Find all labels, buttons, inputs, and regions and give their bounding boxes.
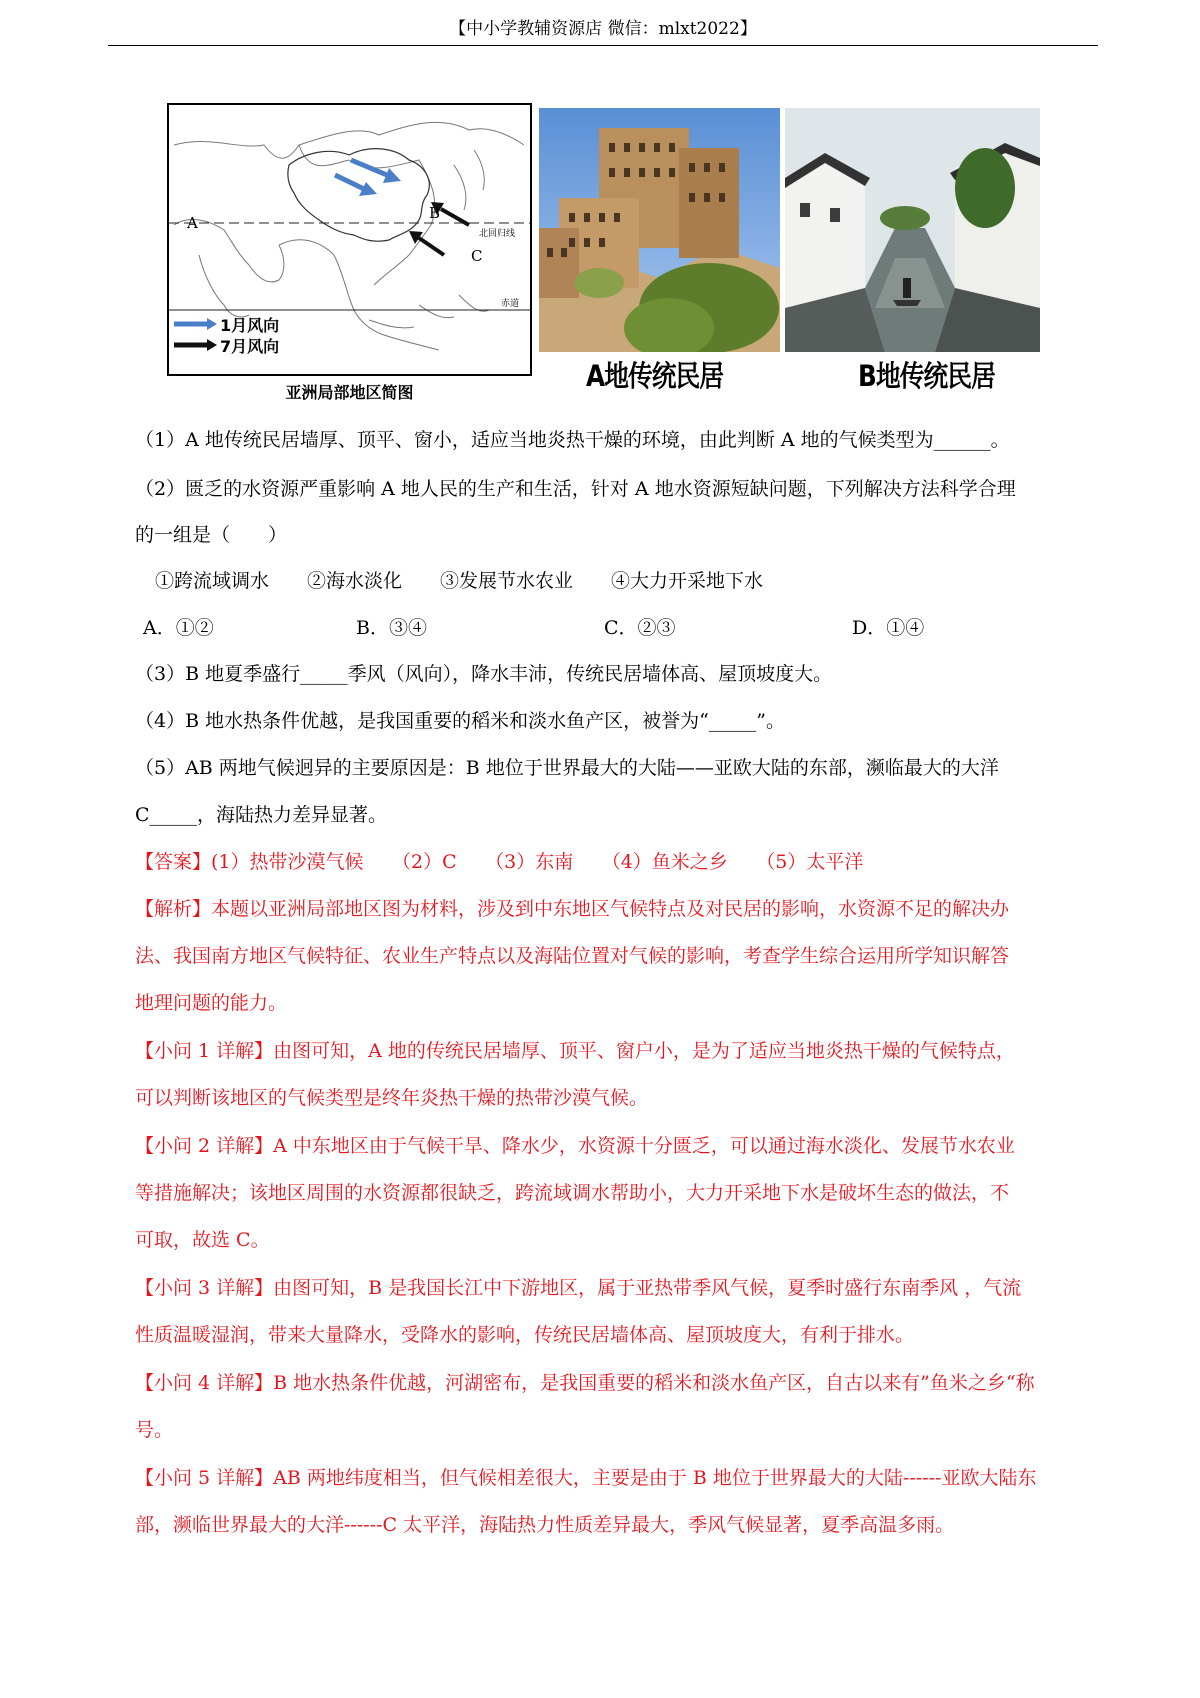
- tropic-label: 北回归线: [479, 229, 516, 239]
- map-label-b: B: [429, 204, 441, 222]
- legend-jul-label: 7月风向: [220, 337, 280, 356]
- question-3: （3）B 地夏季盛行_____季风（风向），降水丰沛，传统民居墙体高、屋顶坡度大。: [135, 663, 833, 685]
- option-a: A．①②: [143, 617, 214, 639]
- detail-3-line: 【小问 3 详解】由图可知，B 是我国长江中下游地区，属于亚热带季风气候，夏季时盛行东南季风 ，气流: [135, 1277, 1022, 1299]
- detail-2-line: 【小问 2 详解】A 中东地区由于气候干旱、降水少，水资源十分匮乏，可以通过海水淡化、发展节水农业: [135, 1135, 1015, 1157]
- map-label-a: A: [187, 214, 198, 232]
- question-1: （1）A 地传统民居墙厚、顶平、窗小，适应当地炎热干燥的环境，由此判断 A 地的气候类型为______。: [135, 429, 1010, 451]
- map-label-c: C: [471, 247, 483, 265]
- option-d: D．①④: [852, 617, 925, 639]
- detail-5-line: 【小问 5 详解】AB 两地纬度相当，但气候相差很大，主要是由于 B 地位于世界最大的大陆------亚欧大陆东: [135, 1467, 1037, 1489]
- photo-b-caption: B地传统民居: [858, 359, 995, 393]
- header-rule: [108, 45, 1098, 46]
- photo-b-water-town: [785, 108, 1040, 352]
- asia-map: [167, 103, 532, 376]
- analysis-line: 地理问题的能力。: [135, 992, 288, 1014]
- question-2-line-2: 的一组是（ ）: [135, 524, 288, 546]
- question-5-line-1: （5）AB 两地气候迥异的主要原因是：B 地位于世界最大的大陆——亚欧大陆的东部，濒临最大的大洋: [135, 757, 999, 779]
- question-2-items: ①跨流域调水 ②海水淡化 ③发展节水农业 ④大力开采地下水: [155, 570, 764, 592]
- option-b: B．③④: [356, 617, 427, 639]
- question-2-line-1: （2）匮乏的水资源严重影响 A 地人民的生产和生活，针对 A 地水资源短缺问题，下列解决方法科学合理: [135, 478, 1016, 500]
- equator-label: 赤道: [501, 299, 520, 309]
- page-header: 【中小学教辅资源店 微信：mlxt2022】: [449, 19, 757, 39]
- detail-5-line: 部，濒临世界最大的大洋------C 太平洋，海陆热力性质差异最大，季风气候显著，夏季高温多雨。: [135, 1514, 955, 1536]
- photo-a-desert-houses: [539, 108, 780, 352]
- detail-4-line: 【小问 4 详解】B 地水热条件优越，河湖密布，是我国重要的稻米和淡水鱼产区，自古以来有”鱼米之乡“称: [135, 1372, 1035, 1394]
- detail-2-line: 可取，故选 C。: [135, 1229, 270, 1251]
- question-5-line-2: C_____，海陆热力差异显著。: [135, 804, 388, 826]
- photo-a-caption: A地传统民居: [586, 359, 724, 393]
- detail-1-line: 可以判断该地区的气候类型是终年炎热干燥的热带沙漠气候。: [135, 1087, 649, 1109]
- detail-4-line: 号。: [135, 1419, 174, 1441]
- analysis-line: 【解析】本题以亚洲局部地区图为材料，涉及到中东地区气候特点及对民居的影响，水资源不足的解决办: [135, 898, 1010, 920]
- answer-line: 【答案】(1）热带沙漠气候 （2）C （3）东南 （4）鱼米之乡 （5）太平洋: [135, 851, 864, 873]
- legend-jan-label: 1月风向: [220, 316, 280, 335]
- analysis-line: 法、我国南方地区气候特征、农业生产特点以及海陆位置对气候的影响，考查学生综合运用所学知识解答: [135, 945, 1010, 967]
- map-caption: 亚洲局部地区简图: [285, 383, 414, 402]
- detail-2-line: 等措施解决；该地区周围的水资源都很缺乏，跨流域调水帮助小，大力开采地下水是破坏生态的做法，不: [135, 1182, 1010, 1204]
- question-4: （4）B 地水热条件优越，是我国重要的稻米和淡水鱼产区，被誉为“_____”。: [135, 710, 786, 732]
- option-c: C．②③: [604, 617, 676, 639]
- detail-3-line: 性质温暖湿润，带来大量降水，受降水的影响，传统民居墙体高、屋顶坡度大，有利于排水。: [135, 1324, 915, 1346]
- detail-1-line: 【小问 1 详解】由图可知，A 地的传统民居墙厚、顶平、窗户小，是为了适应当地炎热干燥的气候特点，: [135, 1040, 1015, 1062]
